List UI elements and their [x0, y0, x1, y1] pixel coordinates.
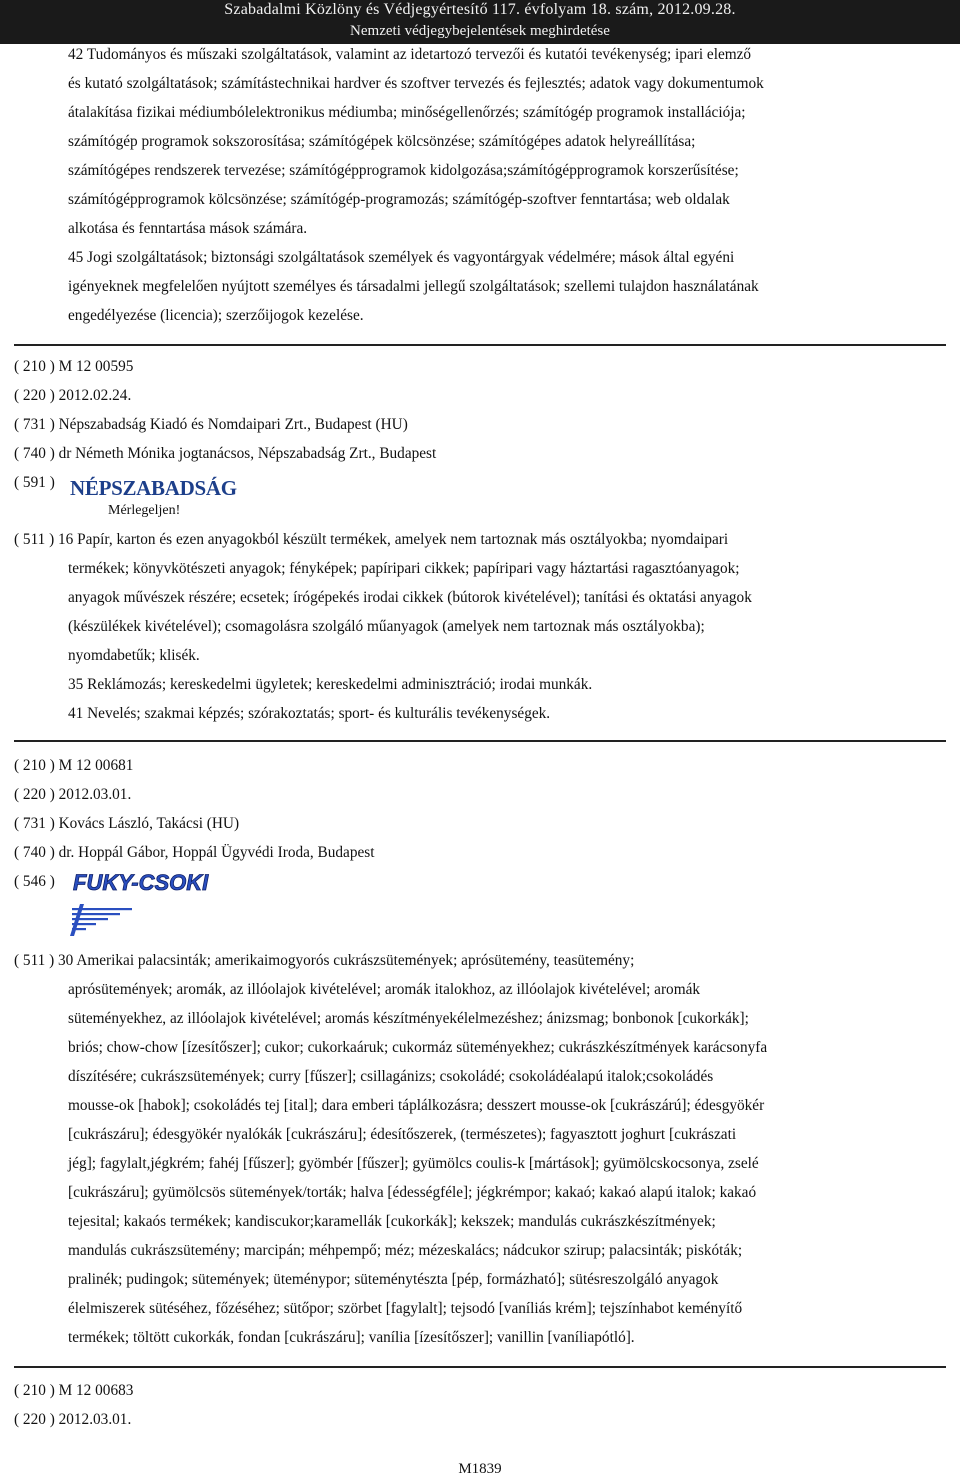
text-line: engedélyezése (licencia); szerzőijogok kezelése. — [68, 307, 364, 324]
logo-slogan: Mérlegeljen! — [108, 503, 181, 518]
text-line: ( 210 ) M 12 00595 — [14, 358, 134, 375]
text-line: ( 210 ) M 12 00681 — [14, 757, 134, 774]
text-line: számítógépes rendszerek tervezése; számítógépprogramok kidolgozása;számítógépprogramok korszerűsítése; — [68, 162, 739, 179]
separator-line — [14, 1366, 946, 1368]
text-line: tejesital; kakaós termékek; kandiscukor;karamellák [cukorkák]; kekszek; mandulás cukrászkészítmények; — [68, 1213, 716, 1230]
text-line: ( 220 ) 2012.03.01. — [14, 786, 132, 803]
page-number: M1839 — [458, 1461, 502, 1477]
text-line: átalakítása fizikai médiumbólelektronikus médiumba; minőségellenőrzés; számítógép programok installációja; — [68, 104, 746, 121]
text-line: mousse-ok [habok]; csokoládés tej [ital]; dara emberi táplálkozásra; desszert mousse-ok [cukrászárú]; édesgyökér — [68, 1097, 765, 1114]
nepszabadsag-logo: NÉPSZABADSÁG — [70, 476, 237, 500]
text-line: termékek; töltött cukorkák, fondan [cukrászáru]; vanília [ízesítőszer]; vanillin [vaníliapótló]. — [68, 1329, 635, 1346]
text-line: igényeknek megfelelően nyújtott személyes és társadalmi jellegű szolgáltatások; szellemi tulajdon használatának — [68, 278, 759, 295]
text-line: 45 Jogi szolgáltatások; biztonsági szolgáltatások személyek és vagyontárgyak védelmére; mások által egyéni — [68, 249, 735, 266]
text-line: ( 220 ) 2012.02.24. — [14, 387, 132, 404]
text-line: számítógépprogramok kölcsönzése; számítógép-programozás; számítógép-szoftver fenntartása; web oldalak — [68, 191, 730, 208]
text-line: 42 Tudományos és műszaki szolgáltatások, valamint az idetartozó tervezői és kutatói tevékenység; ipari elemző — [68, 46, 752, 63]
separator-line — [14, 740, 946, 742]
journal-header — [0, 0, 960, 44]
text-line: ( 731 ) Kovács László, Takácsi (HU) — [14, 815, 240, 832]
text-line: számítógép programok sokszorosítása; számítógépek kölcsönzése; számítógépes adatok helyreállítása; — [68, 133, 696, 150]
text-line: nyomdabetűk; klisék. — [68, 647, 200, 664]
text-line: díszítésére; cukrászsütemények; curry [fűszer]; csillagánizs; csokoládé; csokoládéalapú italok;csokoládés — [68, 1068, 714, 1085]
text-line: 35 Reklámozás; kereskedelmi ügyletek; kereskedelmi adminisztráció; irodai munkák. — [68, 676, 593, 693]
journal-title: Szabadalmi Közlöny és Védjegyértesítő 117. évfolyam 18. szám, 2012.09.28. — [224, 1, 736, 18]
text-line: pralinék; pudingok; sütemények; üteménypor; süteménytészta [pép, formázható]; sütésreszolgáló anyagok — [68, 1271, 719, 1288]
text-line: jég]; fagylalt,jégkrém; fahéj [fűszer]; gyömbér [fűszer]; gyümölcs coulis-k [mártások]; gyümölcskocsonya, zselé — [68, 1155, 759, 1172]
text-line: ( 740 ) dr Németh Mónika jogtanácsos, Népszabadság Zrt., Budapest — [14, 445, 437, 462]
text-line: anyagok művészek részére; ecsetek; írógépekés irodai cikkek (bútorok kivételével); tanítási és oktatási anyagok — [68, 589, 752, 606]
text-line: ( 591 ) — [14, 474, 55, 491]
text-line: [cukrászáru]; gyümölcsös sütemények/torták; halva [édességféle]; jégkrémpor; kakaó; kakaó alapú italok; kakaó — [68, 1184, 757, 1201]
text-line: ( 731 ) Népszabadság Kiadó és Nomdaipari Zrt., Budapest (HU) — [14, 416, 408, 433]
text-line: ( 511 ) 30 Amerikai palacsinták; amerikaimogyorós cukrászsütemények; aprósütemény, teasütemény; — [14, 952, 635, 969]
fuky-csoki-logo — [70, 868, 232, 940]
text-line: mandulás cukrászsütemény; marcipán; méhpempő; méz; mézeskalács; nádcukor szirup; palacsinták; piskóták; — [68, 1242, 743, 1259]
text-line: briós; chow-chow [ízesítőszer]; cukor; cukorkaáruk; cukormáz süteményekhez; cukrászkészítmények karácsonyfa — [68, 1039, 768, 1056]
text-line: [cukrászáru]; édesgyökér nyalókák [cukrászáru]; édesítőszerek, (természetes); fagyasztott joghurt [cukrászati — [68, 1126, 737, 1143]
text-line: 41 Nevelés; szakmai képzés; szórakoztatás; sport- és kulturális tevékenységek. — [68, 705, 551, 722]
text-line: termékek; könyvkötészeti anyagok; fényképek; papíripari cikkek; papíripari vagy háztartási ragasztóanyagok; — [68, 560, 740, 577]
text-line: ( 740 ) dr. Hoppál Gábor, Hoppál Ügyvédi Iroda, Budapest — [14, 844, 375, 861]
text-line: (készülékek kivételével); csomagolásra szolgáló műanyagok (amelyek nem tartoznak más osztályokba); — [68, 618, 705, 635]
text-line: élelmiszerek sütéséhez, főzéséhez; sütőpor; szörbet [fagylalt]; tejsodó [vaníliás krém]; tejszínhabot keményítő — [68, 1300, 743, 1317]
text-line: ( 220 ) 2012.03.01. — [14, 1411, 132, 1428]
text-line: ( 511 ) 16 Papír, karton és ezen anyagokból készült termékek, amelyek nem tartoznak más osztályokba; nyomdaipari — [14, 531, 729, 548]
text-line: ( 546 ) — [14, 873, 55, 890]
separator-line — [14, 344, 946, 346]
text-line: süteményekhez, az illóolajok kivételével; aromás készítményekélelmezéshez; ánizsmag; bonbonok [cukorkák]; — [68, 1010, 749, 1027]
section-title: Nemzeti védjegybejelentések meghirdetése — [350, 23, 610, 39]
svg-text:FUKY-CSOKI: FUKY-CSOKI — [73, 870, 209, 895]
text-line: ( 210 ) M 12 00683 — [14, 1382, 134, 1399]
text-line: aprósütemények; aromák, az illóolajok kivételével; aromák italokhoz, az illóolajok kivételével; aromák — [68, 981, 701, 998]
text-line: alkotása és fenntartása mások számára. — [68, 220, 308, 237]
text-line: és kutató szolgáltatások; számítástechnikai hardver és szoftver tervezés és fejlesztés; adatok vagy dokumentumok — [68, 75, 764, 92]
